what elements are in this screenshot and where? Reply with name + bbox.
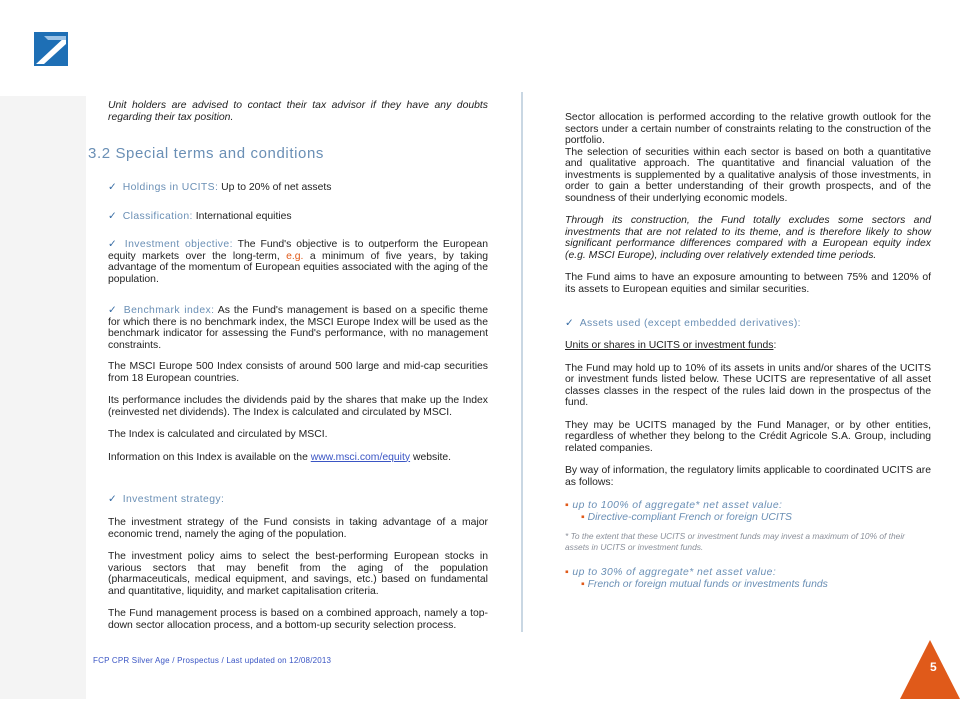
msci-block: [108, 361, 488, 463]
info-prefix: Information on this Index is available on the: [108, 451, 308, 463]
limit-2-item: [581, 579, 931, 590]
left-sidebar: [0, 0, 86, 699]
msci-paragraph-1: The MSCI Europe 500 Index consists of around 500 large and mid-cap securities from 18 European countries.: [108, 361, 488, 384]
assets-label: Assets used (except embedded derivatives):: [579, 318, 801, 329]
limit-2-item-text: French or foreign mutual funds or investments funds: [587, 579, 828, 590]
right-column: [565, 112, 931, 295]
footer-text: FCP CPR Silver Age / Prospectus / Last updated on 12/08/2013: [93, 656, 332, 665]
benchmark-text: As the Fund's management is based on a specific theme for which there is no benchmark index, the MSCI Europe Index will be used as the benchmark indicator for assessing the Fund's performance, with no management constraints.: [108, 305, 488, 351]
strategy-paragraph-3: The Fund management process is based on a combined approach, namely a top-down sector allocation process, and a bottom-up security selection process.: [108, 608, 488, 631]
benchmark-item: [108, 305, 488, 351]
strategy-paragraph-1: The investment strategy of the Fund consists in taking advantage of a major economic trend, namely the aging of the population.: [108, 517, 488, 540]
bullet-icon: ▪: [565, 567, 570, 578]
info-suffix: website.: [412, 451, 452, 463]
bullet-icon: ▪: [581, 512, 585, 523]
holdings-value: Up to 20% of net assets: [221, 182, 332, 193]
objective-text-1: The Fund's objective is to outperform the European equity markets over the long-term,: [108, 239, 488, 262]
limit-1: [565, 500, 931, 523]
msci-paragraph-3: The Index is calculated and circulated by MSCI.: [108, 429, 328, 440]
limit-1-title: [565, 500, 931, 511]
right-paragraph-5: The Fund may hold up to 10% of its assets in units and/or shares of the UCITS or investment funds listed below. These UCITS are representative of all asset classes classes in the respect of the rules laid down in the prospectus of the fund.: [565, 362, 931, 408]
section-title-text: Special terms and conditions: [115, 145, 325, 162]
footnote: * To the extent that these UCITS or investment funds may invest a maximum of 10% of their assets in UCITS or investment funds.: [565, 531, 905, 552]
limit-1-item-text: Directive-compliant French or foreign UCITS: [587, 512, 792, 523]
limit-2-title-text: up to 30% of aggregate* net asset value:: [572, 567, 777, 578]
classification-value: International equities: [195, 211, 292, 222]
page-number-badge: [900, 640, 960, 699]
column-divider: [521, 92, 523, 632]
holdings-item: [108, 182, 488, 194]
section-title: [88, 145, 324, 162]
objective-eg: e.g.: [286, 250, 304, 262]
right-paragraph-3: Through its construction, the Fund totally excludes some sectors and investments that are not related to its theme, and is therefore likely to show significant performance differences compared with a European equity index (e.g. MSCI Europe), including over relatively extended time periods.: [565, 215, 931, 261]
objective-label: Investment objective:: [124, 239, 233, 250]
right-paragraph-2: The selection of securities within each sector is based on both a quantitative and qualitative approach. The quantitative and financial valuation of the investments is supplemented by a qualitative analysis of those investments, in order to gain a better understanding of their growth prospects, and of the soundness of their underlying economic models.: [565, 146, 931, 204]
strategy-block: [108, 517, 488, 631]
limit-2: [565, 567, 931, 590]
strategy-item: [108, 494, 488, 506]
classification-item: [108, 211, 488, 223]
check-icon: ✓: [108, 182, 117, 193]
right-paragraph-4: The Fund aims to have an exposure amounting to between 75% and 120% of its assets to European equities and similar securities.: [565, 272, 931, 295]
benchmark-label: Benchmark index:: [123, 305, 215, 316]
bullet-icon: ▪: [565, 500, 570, 511]
msci-info: [108, 452, 488, 464]
page-number: 5: [930, 660, 937, 674]
right-paragraph-1: Sector allocation is performed according to the relative growth outlook for the sectors under a certain number of constraints relating to the construction of the portfolio.: [565, 112, 931, 146]
classification-label: Classification:: [122, 211, 193, 222]
check-icon: ✓: [108, 494, 117, 505]
limit-2-title: [565, 567, 931, 578]
right-paragraph-7: By way of information, the regulatory limits applicable to coordinated UCITS are as follows:: [565, 465, 931, 488]
msci-link[interactable]: www.msci.com/equity: [310, 451, 411, 463]
check-icon: ✓: [108, 211, 117, 222]
check-icon: ✓: [565, 318, 574, 329]
objective-item: [108, 239, 488, 285]
section-number: 3.2: [88, 145, 111, 162]
limit-1-item: [581, 512, 931, 523]
bullet-icon: ▪: [581, 579, 585, 590]
company-logo: [0, 0, 86, 96]
objective-text-2: a minimum of five years, by taking advantage of the momentum of European equities associated with the aging of the population.: [108, 250, 489, 285]
units-heading-text: Units or shares in UCITS or investment funds: [565, 340, 774, 351]
limit-1-title-text: up to 100% of aggregate* net asset value:: [572, 500, 783, 511]
units-heading: Units or shares in UCITS or investment funds:: [565, 340, 777, 351]
msci-paragraph-2: Its performance includes the dividends paid by the shares that make up the Index (reinvested net dividends). The Index is calculated and circulated by MSCI.: [108, 395, 488, 418]
assets-item: [565, 318, 931, 330]
strategy-label: Investment strategy:: [122, 494, 225, 505]
holdings-label: Holdings in UCITS:: [122, 182, 219, 193]
strategy-paragraph-2: The investment policy aims to select the best-performing European stocks in various sectors that may benefit from the aging of the population (pharmaceuticals, medical equipment, and savings, etc.) based on fundamental and quantitative, liquidity, and market capitalisation criteria.: [108, 551, 488, 597]
left-column: [108, 100, 488, 123]
tax-note: Unit holders are advised to contact their tax advisor if they have any doubts regarding their tax position.: [108, 100, 488, 123]
right-column-lower: [565, 340, 931, 488]
check-icon: ✓: [108, 239, 119, 250]
check-icon: ✓: [108, 305, 118, 316]
right-paragraph-6: They may be UCITS managed by the Fund Manager, or by other entities, regardless of whether they belong to the Crédit Agricole S.A. Group, including related companies.: [565, 419, 931, 454]
